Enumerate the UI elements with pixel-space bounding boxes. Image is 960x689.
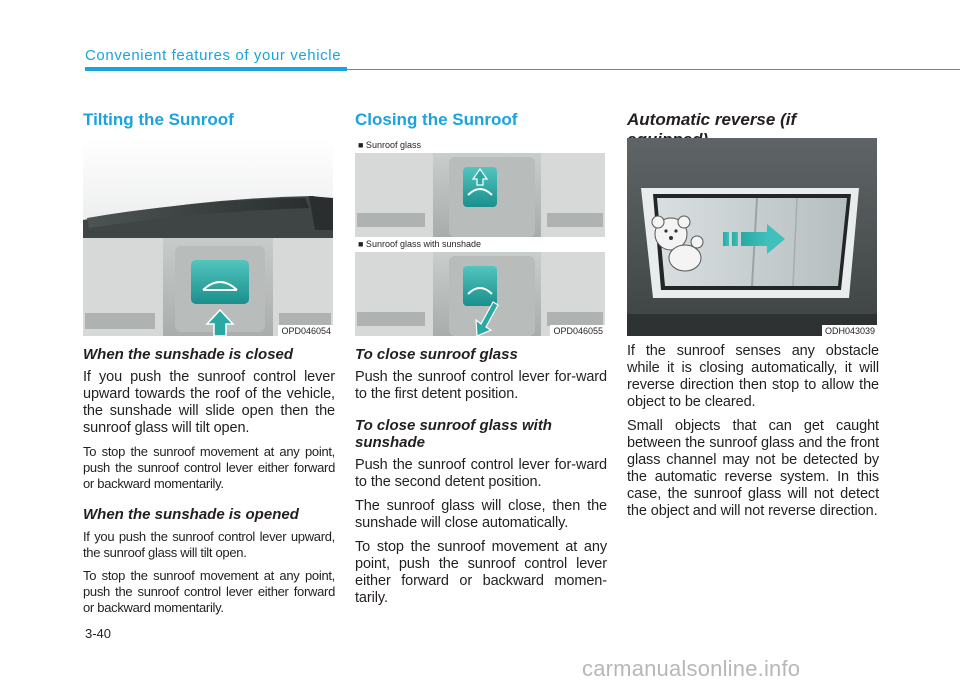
closing-title: Closing the Sunroof — [355, 110, 518, 129]
closing-text — [355, 346, 607, 614]
tilting-text — [83, 346, 335, 623]
paragraph: If the sunroof senses any obstacle while it is closing automatically, it will reverse direction then stop to allow the object to be cleared. — [627, 343, 879, 410]
paragraph: To stop the sunroof movement at any point, push the sunroof control lever either forward or backward momen-tarily. — [355, 539, 607, 606]
tilting-title: Tilting the Sunroof — [83, 110, 234, 129]
paragraph: Push the sunroof control lever for-ward to the second detent position. — [355, 457, 607, 490]
subhead-closed: When the sunshade is closed — [83, 346, 294, 363]
closing-glass-illustration — [355, 153, 605, 237]
closing-figure-code: OPD046055 — [550, 325, 605, 336]
page-number: 3-40 — [85, 626, 112, 641]
subhead-close-sunshade: To close sunroof glass with sunshade — [355, 417, 552, 451]
paragraph: The sunroof glass will close, then the sunshade will close automatically. — [355, 498, 607, 531]
auto-reverse-text — [627, 343, 879, 527]
watermark: carmanualsonline.info — [582, 656, 801, 681]
auto-reverse-title: Automatic reverse (if — [627, 110, 797, 129]
auto-reverse-illustration — [627, 138, 877, 336]
closing-figure — [355, 138, 605, 336]
caption-sunroof-glass: ■ Sunroof glass — [355, 138, 605, 153]
paragraph: Small objects that can get caught between the sunroof glass and the front glass channel may not be detected by the automatic reverse system. In this case, the sunroof glass will not detect the object and will not reverse direction. — [627, 418, 879, 519]
subhead-opened: When the sunshade is opened — [83, 506, 299, 523]
paragraph: To stop the sunroof movement at any point, push the sunroof control lever either forward or backward momentarily. — [83, 568, 335, 615]
paragraph: Push the sunroof control lever for-ward to the first detent position. — [355, 369, 607, 402]
subhead-close-glass: To close sunroof glass — [355, 346, 518, 363]
auto-reverse-figure-code: ODH043039 — [822, 325, 877, 336]
caption-glass-sunshade: ■ Sunroof glass with sunshade — [355, 237, 605, 252]
tilting-illustration — [83, 138, 333, 336]
paragraph: If you push the sunroof control lever upward, the sunroof glass will tilt open. — [83, 529, 335, 560]
tilting-figure — [83, 138, 333, 336]
closing-sunshade-illustration — [355, 252, 605, 336]
header-rule-accent — [85, 67, 347, 71]
paragraph: If you push the sunroof control lever upward towards the roof of the vehicle, the sunshade will slide open then the sunroof glass will tilt open. — [83, 369, 335, 436]
section-header: Convenient features of your vehicle — [85, 47, 342, 64]
header-rule-line — [347, 69, 960, 70]
auto-reverse-figure — [627, 138, 877, 336]
paragraph: To stop the sunroof movement at any point, push the sunroof control lever either forward or backward momentarily. — [83, 444, 335, 491]
tilting-figure-code: OPD046054 — [278, 325, 333, 336]
